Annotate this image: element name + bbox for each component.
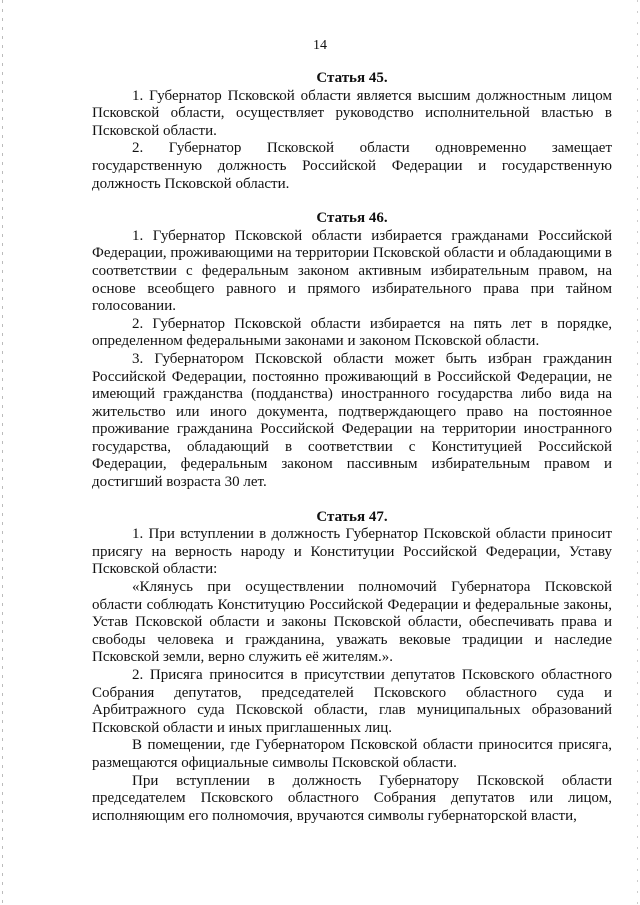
document-body [92,70,612,825]
oath-text: «Клянусь при осуществлении полномочий Губернатора Псковской области соблюдать Конституцию Российской Федерации и федеральные законы, Устав Псковской области и законы Псковской области, обеспечивать права и свободы человека и гражданина, уважать вековые традиции и наследие Псковской земли, верно служить её жителям.». [92,579,612,666]
article-title: Статья 45. [316,70,388,86]
article-45 [92,70,612,193]
paragraph: 2. Губернатор Псковской области избирается на пять лет в порядке, определенном федеральными законами и законом Псковской области. [92,315,612,350]
paragraph: 2. Присяга приносится в присутствии депутатов Псковского областного Собрания депутатов, председателей Псковского областного суда и Арбитражного суда Псковской области, глав муниципальных образований Псковской области и иных приглашенных лиц. [92,667,612,736]
paragraph: При вступлении в должность Губернатору Псковской области председателем Псковского областного Собрания депутатов или лицом, исполняющим его полномочия, вручаются символы губернаторской власти, [92,772,612,824]
paragraph: В помещении, где Губернатором Псковской области приносится присяга, размещаются официальные символы Псковской области. [92,737,612,771]
paragraph: 1. Губернатор Псковской области является высшим должностным лицом Псковской области, осуществляет руководство исполнительной властью в Псковской области. [92,87,612,139]
paragraph: 2. Губернатор Псковской области одновременно замещает государственную должность Российской Федерации и государственную должность Псковской области. [92,140,612,192]
scan-edge-left [2,0,3,905]
page-number: 14 [313,38,327,53]
article-47 [92,509,612,826]
scan-edge-right [637,0,638,905]
paragraph: 1. Губернатор Псковской области избирается гражданами Российской Федерации, проживающими на территории Псковской области и обладающими в соответствии с федеральным законом активным избирательным правом, на основе всеобщего равного и прямого избирательного права при тайном голосовании. [92,227,612,315]
paragraph: 1. При вступлении в должность Губернатор Псковской области приносит присягу на верность народу и Конституции Российской Федерации, Уставу Псковской области: [92,526,612,578]
article-title: Статья 47. [316,508,388,525]
article-46 [92,210,612,492]
article-title: Статья 46. [316,210,388,227]
paragraph: 3. Губернатором Псковской области может быть избран гражданин Российской Федерации, постоянно проживающий в Российской Федерации, не имеющий гражданства (подданства) иностранного государства либо вида на жительство или иного документа, подтверждающего право на постоянное проживание гражданина Российской Федерации на территории иностранного государства, обладающий в соответствии с Конституцией Российской Федерации, федеральным законом пассивным избирательным правом и достигший возраста 30 лет. [92,350,612,491]
